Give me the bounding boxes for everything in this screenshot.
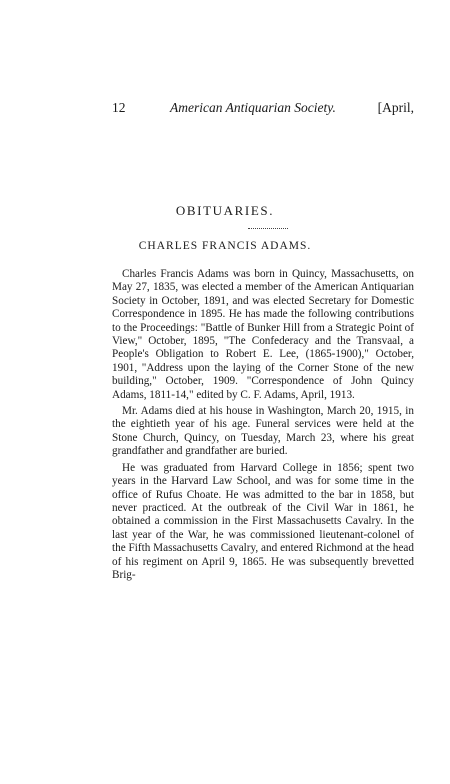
page-number: 12 <box>112 100 126 115</box>
paragraph: Mr. Adams died at his house in Washington, March 20, 1915, in the eightieth year of his age. Funeral services were held at the Stone Church, Quincy, on Tuesday, March 23, where his great grandfather and grandfather are buried. <box>112 405 414 458</box>
title-divider <box>248 228 288 229</box>
section-title: OBITUARIES. <box>175 203 275 218</box>
obituary-body <box>112 268 414 582</box>
running-header <box>112 100 414 118</box>
paragraph: He was graduated from Harvard College in 1856; spent two years in the Harvard Law School, and was for some time in the office of Rufus Choate. He was admitted to the bar in 1858, but never practiced. At the outbreak of the Civil War in 1861, he obtained a commission in the First Massachusetts Cavalry. In the last year of the War, he was commissioned lieutenant-colonel of the Fifth Massachusetts Cavalry, and entered Richmond at the head of his regiment on April 9, 1865. He was subsequently brevetted Brig- <box>112 461 414 581</box>
header-month: [April, <box>377 100 414 115</box>
paragraph: Charles Francis Adams was born in Quincy, Massachusetts, on May 27, 1835, was elected a member of the American Antiquarian Society in October, 1891, and was elected Secretary for Domestic Correspondence in 1895. He has made the following contributions to the Proceedings: "Battle of Bunker Hill from a Strategic Point of View," October, 1895, "The Confederacy and the Transvaal, a People's Obligation to Robert E. Lee, (1865-1900)," October, 1901, "Address upon the laying of the Corner Stone of the new building," October, 1909. "Correspondence of John Quincy Adams, 1811-14," edited by C. F. Adams, April, 1913. <box>112 268 414 401</box>
obituary-subject: CHARLES FRANCIS ADAMS. <box>138 240 312 252</box>
running-title: American Antiquarian Society. <box>170 100 336 115</box>
